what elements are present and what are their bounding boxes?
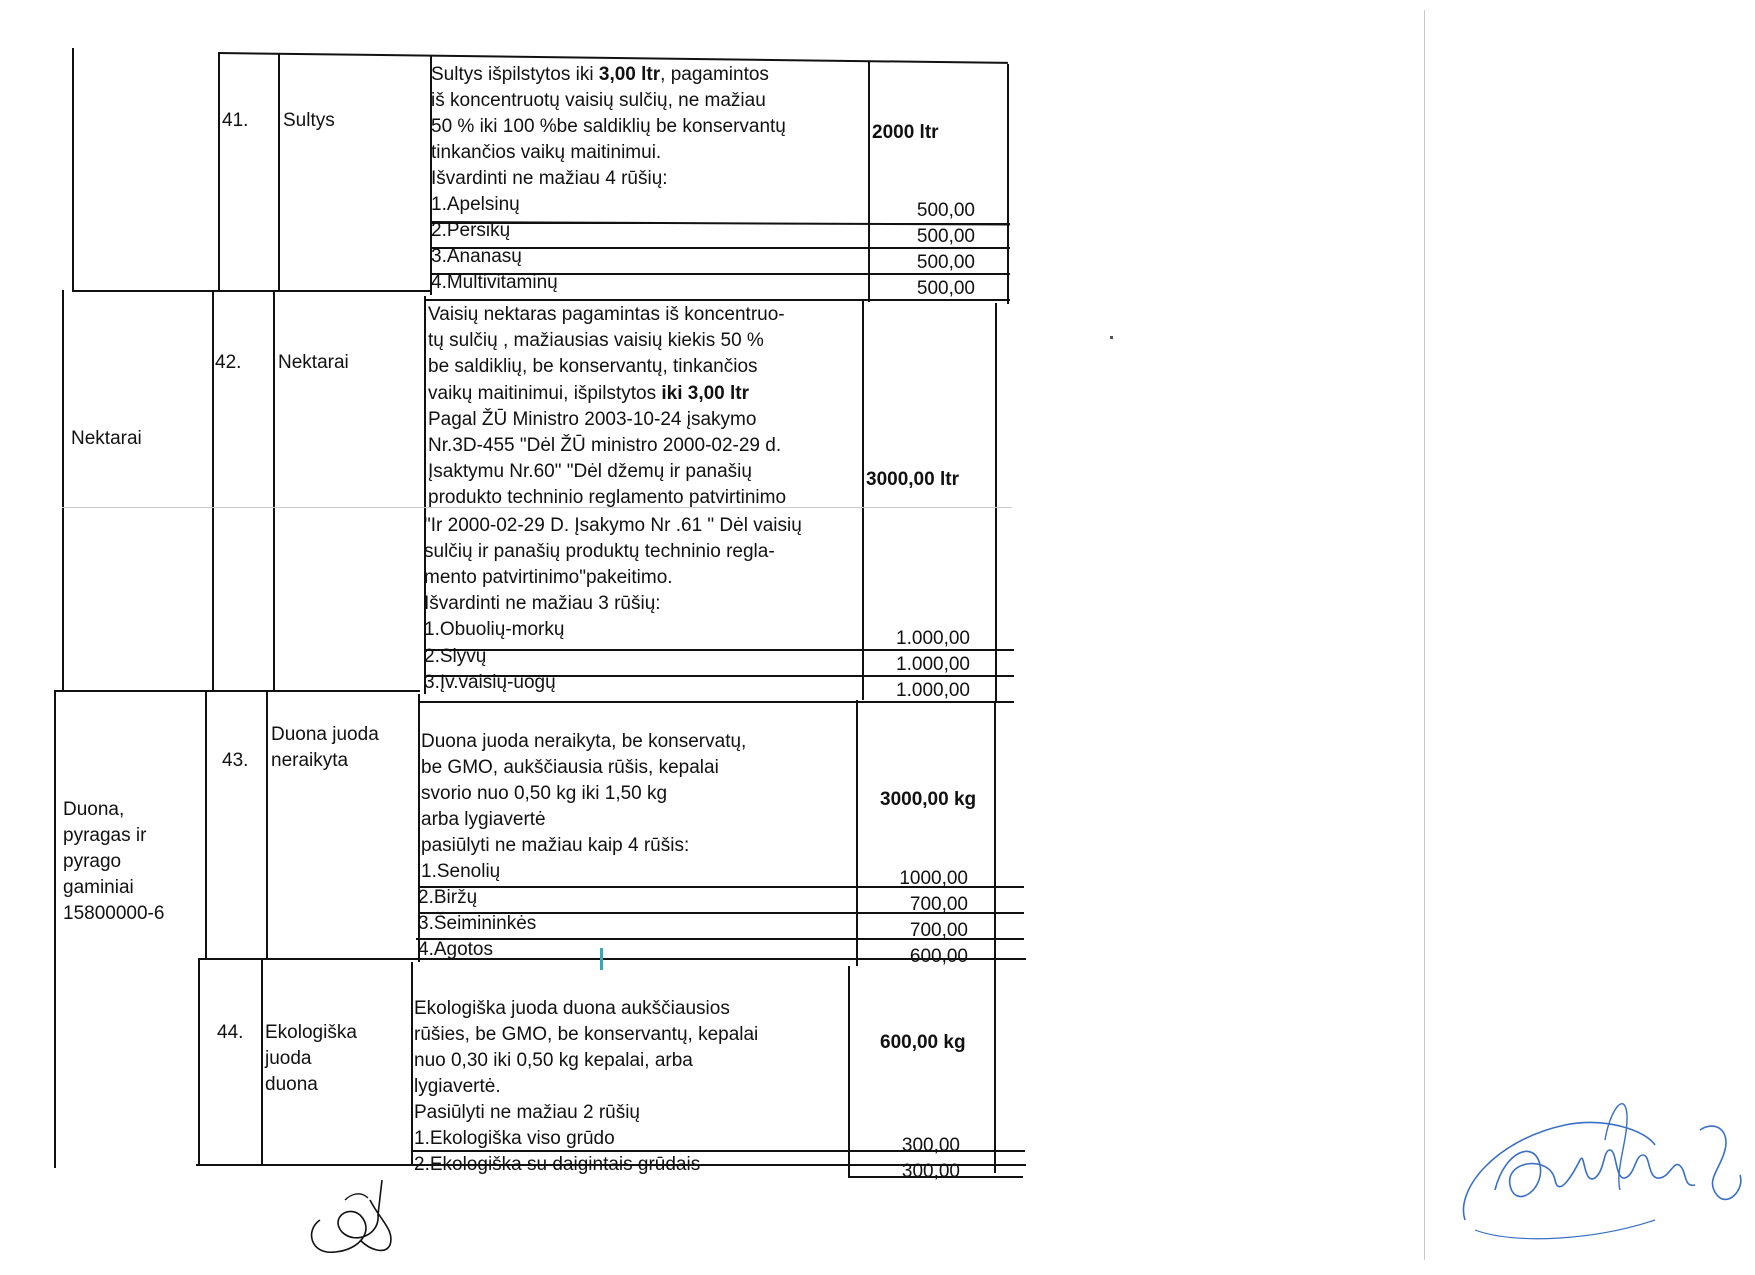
row-description: Duona juoda neraikyta, be konservatų, bbox=[421, 731, 747, 752]
row-description: mento patvirtinimo"pakeitimo. bbox=[424, 567, 673, 588]
row-description: vaikų maitinimui, išpilstytos iki 3,00 ltr bbox=[428, 383, 750, 404]
row-name: duona bbox=[265, 1074, 318, 1095]
item-label: 4.Agotos bbox=[418, 939, 493, 960]
row-description: nuo 0,30 iki 0,50 kg kepalai, arba bbox=[414, 1050, 693, 1071]
page-edge-mark bbox=[1424, 10, 1425, 1260]
col-border bbox=[273, 291, 275, 691]
row-separator bbox=[54, 690, 420, 692]
col-border bbox=[212, 290, 214, 690]
row-description: Įsaktymu Nr.60" "Dėl džemų ir panašių bbox=[428, 461, 752, 482]
item-label: 2.Slyvų bbox=[424, 646, 487, 667]
item-label: 3.Įv.vaisių-uogų bbox=[424, 672, 556, 693]
left-border bbox=[62, 290, 64, 690]
row-total: 3000,00 kg bbox=[880, 789, 977, 810]
row-description: Išvardinti ne mažiau 3 rūšių: bbox=[424, 593, 661, 614]
item-value: 500,00 bbox=[916, 200, 975, 221]
item-label: 1.Ekologiška viso grūdo bbox=[414, 1128, 615, 1149]
group-label: Duona, bbox=[63, 799, 125, 820]
row-separator bbox=[72, 290, 430, 292]
row-description: Sultys išpilstytos iki 3,00 ltr, pagamintos bbox=[431, 64, 769, 85]
row-description: Išvardinti ne mažiau 4 rūšių: bbox=[431, 168, 668, 189]
row-total: 3000,00 ltr bbox=[866, 469, 959, 490]
col-border bbox=[278, 53, 280, 291]
row-description: Nr.3D-455 "Dėl ŽŪ ministro 2000-02-29 d. bbox=[428, 435, 782, 456]
item-value: 1.000,00 bbox=[896, 654, 970, 675]
item-value: 500,00 bbox=[916, 226, 975, 247]
group-label: pyragas ir bbox=[63, 825, 147, 846]
row-name: neraikyta bbox=[271, 750, 349, 771]
col-border bbox=[266, 690, 268, 958]
row-description: Pagal ŽŪ Ministro 2003-10-24 įsakymo bbox=[428, 409, 757, 430]
left-border bbox=[54, 690, 56, 1168]
item-label: 3.Šeimininkės bbox=[418, 913, 537, 934]
item-value: 300,00 bbox=[901, 1161, 960, 1182]
row-number: 41. bbox=[222, 110, 249, 131]
item-value: 1000,00 bbox=[899, 868, 968, 889]
row-total: 600,00 kg bbox=[880, 1032, 966, 1053]
item-value: 600,00 bbox=[909, 946, 968, 967]
row-description: iš koncentruotų vaisių sulčių, ne mažiau bbox=[431, 90, 766, 111]
row-name: juoda bbox=[265, 1048, 312, 1069]
item-label: 1.Obuolių-morkų bbox=[424, 619, 565, 640]
col-border bbox=[198, 958, 200, 1166]
row-number: 42. bbox=[215, 352, 242, 373]
col-border bbox=[261, 958, 263, 1166]
item-label: 4.Multivitaminų bbox=[431, 272, 558, 293]
item-label: 1.Apelsinų bbox=[431, 194, 520, 215]
group-label: gaminiai bbox=[63, 877, 134, 898]
group-label: Nektarai bbox=[71, 428, 142, 449]
row-description: rūšies, be GMO, be konservantų, kepalai bbox=[414, 1024, 759, 1045]
col-border bbox=[848, 966, 850, 1176]
row-name: Nektarai bbox=[278, 352, 349, 373]
row-description: produkto techninio reglamento patvirtinimo bbox=[428, 487, 787, 508]
group-label: 15800000-6 bbox=[63, 903, 165, 924]
col-border bbox=[205, 690, 207, 960]
item-value: 500,00 bbox=[916, 278, 975, 299]
group-label: pyrago bbox=[63, 851, 122, 872]
item-value: 700,00 bbox=[909, 920, 968, 941]
signature-blue bbox=[1455, 1070, 1755, 1250]
item-label: 1.Senolių bbox=[421, 861, 501, 882]
item-label: 2.Persikų bbox=[431, 220, 511, 241]
signature-small bbox=[300, 1160, 410, 1260]
item-value: 700,00 bbox=[909, 894, 968, 915]
scan-speck bbox=[1110, 336, 1113, 339]
row-total: 2000 ltr bbox=[872, 122, 939, 143]
row-description: 50 % iki 100 %be saldiklių be konservantų bbox=[431, 116, 786, 137]
row-description: Ekologiška juoda duona aukščiausios bbox=[414, 998, 730, 1019]
item-value: 1.000,00 bbox=[896, 680, 970, 701]
left-border bbox=[72, 48, 74, 290]
row-description: "Ir 2000-02-29 D. Įsakymo Nr .61 " Dėl vaisių bbox=[424, 515, 802, 536]
row-description: be saldiklių, be konservantų, tinkančios bbox=[428, 356, 758, 377]
row-description: lygiavertė. bbox=[414, 1076, 501, 1097]
col-border bbox=[411, 962, 413, 1166]
row-description: Vaisių nektaras pagamintas iš koncentruo- bbox=[428, 304, 785, 325]
row-description: tų sulčių , mažiausias vaisių kiekis 50 % bbox=[428, 330, 764, 351]
row-description: tinkančios vaikų maitinimui. bbox=[431, 142, 662, 163]
item-value: 300,00 bbox=[901, 1135, 960, 1156]
row-number: 43. bbox=[222, 750, 249, 771]
row-description: be GMO, aukščiausia rūšis, kepalai bbox=[421, 757, 719, 778]
row-description: svorio nuo 0,50 kg iki 1,50 kg bbox=[421, 783, 668, 804]
item-label: 3.Ananasų bbox=[431, 246, 522, 267]
item-label: 2.Biržų bbox=[418, 887, 478, 908]
row-description: Pasiūlyti ne mažiau 2 rūšių bbox=[414, 1102, 640, 1123]
scan-speck bbox=[600, 948, 603, 970]
item-value: 1.000,00 bbox=[896, 628, 970, 649]
row-description: pasiūlyti ne mažiau kaip 4 rūšis: bbox=[421, 835, 690, 856]
row-number: 44. bbox=[217, 1022, 244, 1043]
item-label: 2.Ekologiška su daigintais grūdais bbox=[414, 1154, 701, 1175]
col-border bbox=[218, 52, 220, 292]
right-border bbox=[995, 303, 997, 703]
row-name: Duona juoda bbox=[271, 724, 379, 745]
row-name: Sultys bbox=[283, 110, 335, 131]
right-border bbox=[1007, 64, 1009, 304]
row-description: sulčių ir panašių produktų techninio regla- bbox=[424, 541, 775, 562]
item-value: 500,00 bbox=[916, 252, 975, 273]
row-description: arba lygiavertė bbox=[421, 809, 546, 830]
row-name: Ekologiška bbox=[265, 1022, 357, 1043]
